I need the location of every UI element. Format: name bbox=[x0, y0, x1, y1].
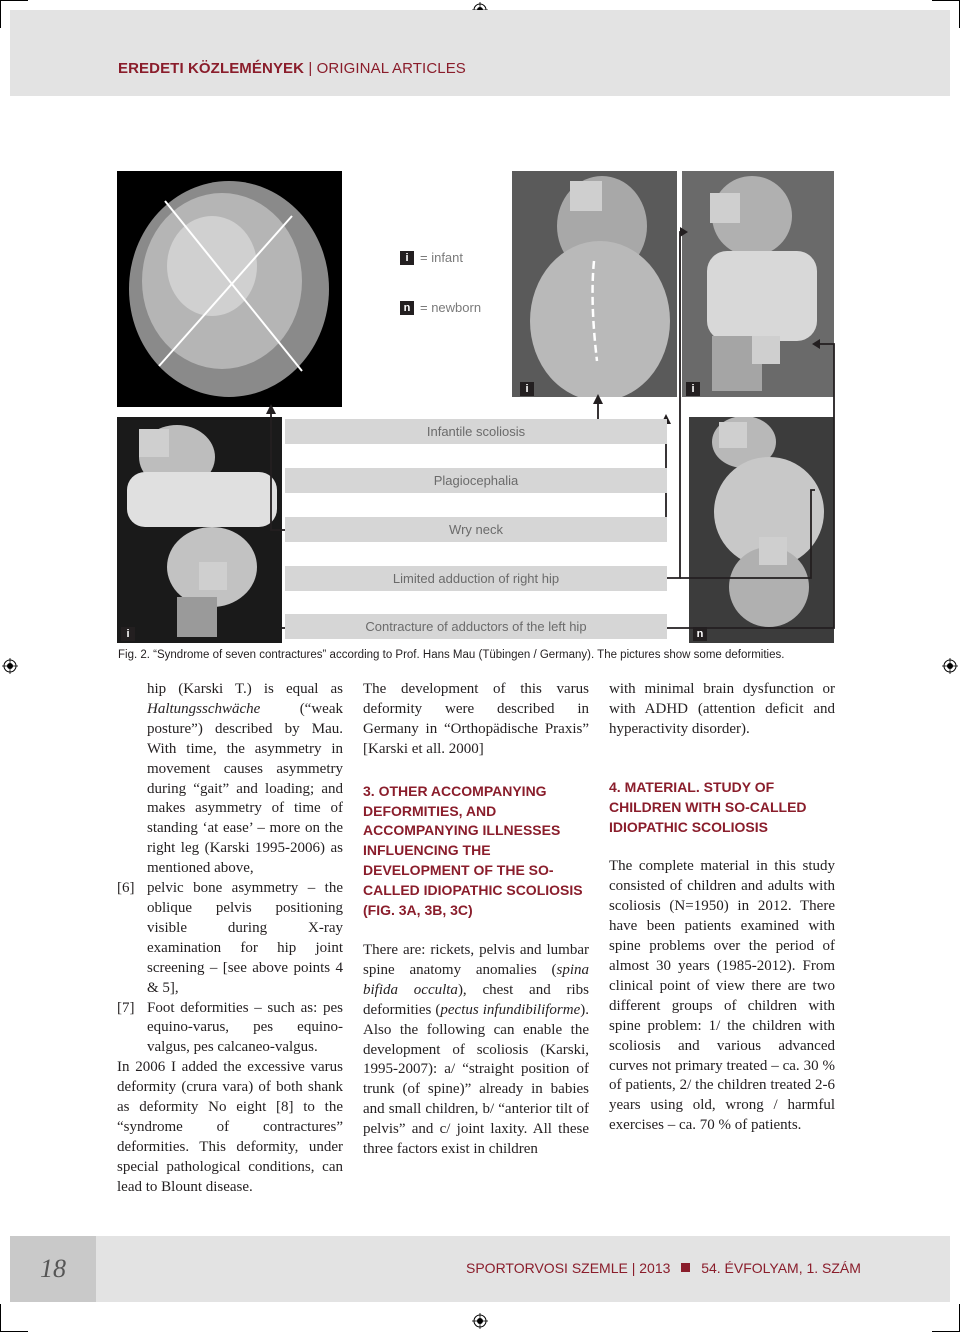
section-heading: 4. MATERIAL. STUDY OF CHILDREN WITH SO-CALLED IDIOPATHIC SCOLIOSIS bbox=[609, 778, 807, 835]
label-limited-adduction: Limited adduction of right hip bbox=[285, 566, 667, 591]
infant-badge: i bbox=[400, 251, 414, 265]
label-infantile-scoliosis: Infantile scoliosis bbox=[285, 419, 667, 444]
italic-term: spina bifida occulta bbox=[363, 961, 589, 998]
registration-mark-icon bbox=[472, 1313, 488, 1329]
footer-separator: | bbox=[631, 1260, 636, 1276]
photo-badge: i bbox=[121, 627, 135, 641]
italic-term: Haltungsschwäche bbox=[147, 700, 261, 717]
section-heading: 3. OTHER ACCOMPANYING DEFORMITIES, AND ACCOMPANYING ILLNESSES INFLUENCING THE DEVELOPMENT OF THE SO-CALLED IDIOPATHIC SCOLIOSIS (FIG. 3A, 3B, 3C) bbox=[363, 782, 583, 919]
paragraph bbox=[147, 680, 343, 879]
journal-volume: 54. ÉVFOLYAM, 1. SZÁM bbox=[701, 1260, 861, 1276]
label-wry-neck: Wry neck bbox=[285, 517, 667, 542]
figure-connector-lines bbox=[0, 0, 960, 660]
text-span: There are: rickets, pelvis and lumbar spine anatomy anomalies ( bbox=[363, 941, 589, 978]
newborn-badge: n bbox=[400, 301, 414, 315]
item-number: [7] bbox=[117, 999, 135, 1016]
text-column-1 bbox=[117, 680, 343, 1198]
crop-mark bbox=[0, 1304, 1, 1332]
journal-year: 2013 bbox=[639, 1260, 671, 1276]
paragraph: The development of this varus deformity were described in Germany in “Orthopädische Praxis” [Karski et all. 2000] bbox=[363, 681, 589, 757]
journal-footer bbox=[466, 1260, 861, 1276]
square-bullet-icon bbox=[681, 1263, 690, 1272]
label-plagiocephalia: Plagiocephalia bbox=[285, 468, 667, 493]
legend-newborn-text: = newborn bbox=[420, 300, 482, 315]
registration-mark-icon bbox=[2, 658, 18, 674]
paragraph: with minimal brain dysfunction or with ADHD (attention deficit and hyperactivity disorder). bbox=[609, 681, 835, 737]
journal-name: SPORTORVOSI SZEMLE bbox=[466, 1260, 628, 1276]
page-number: 18 bbox=[10, 1236, 96, 1302]
section-title-english: ORIGINAL ARTICLES bbox=[316, 60, 466, 77]
section-title-hungarian: EREDETI KÖZLEMÉNYEK bbox=[118, 60, 305, 77]
item-text: pelvic bone asymmetry – the oblique pelvis positioning visible during X-ray examination for hip joint screening – [see above points 4 & 5], bbox=[147, 880, 343, 996]
header-separator: | bbox=[308, 60, 313, 77]
registration-mark-icon bbox=[942, 658, 958, 674]
label-contracture-adductors: Contracture of adductors of the left hip bbox=[285, 614, 667, 639]
legend-infant-text: = infant bbox=[420, 250, 464, 265]
paragraph: In 2006 I added the excessive varus deformity (crura vara) of both shank as deformity No eight [8] to the “syndrome of contractures” deformities. This deformity, under special pathological conditions, can lead to Blount disease. bbox=[117, 1059, 343, 1195]
list-item bbox=[117, 999, 343, 1059]
figure-caption: Fig. 2. “Syndrome of seven contractures” according to Prof. Hans Mau (Tübingen / Germany). The pictures show some deformities. bbox=[118, 649, 785, 661]
item-text: Foot deformities – such as: pes equino-varus, pes equino-valgus, pes calcaneo-valgus. bbox=[147, 999, 343, 1056]
text-column-3 bbox=[609, 680, 835, 1136]
photo-badge: i bbox=[520, 382, 534, 396]
text-span: (“weak posture”) described by Mau. With time, the asymmetry in movement causes asymmetry during “gait” and loading; and makes asymmetry of time of standing ‘at ease’ – more on the right leg (Karski 1995-2006) as mentioned above, bbox=[147, 700, 343, 877]
text-column-2 bbox=[363, 680, 589, 1160]
paragraph bbox=[363, 941, 589, 1160]
photo-badge: n bbox=[693, 627, 707, 641]
paragraph: The complete material in this study consisted of children and adults with scoliosis (N=1950) in 2012. There have been patients examined with spine problems over the period of almost 30 years (1985-2012). From clinical point of view there are two different groups of children with spine problem: 1/ the children with scoliosis and various advanced curves not primary treated – ca. 30 % of patients, 2/ the children treated 2-6 years using old, wrong / harmful exercises – ca. 70 % of patients. bbox=[609, 858, 835, 1134]
text-span: hip (Karski T.) is equal as bbox=[147, 681, 343, 697]
photo-badge: i bbox=[686, 382, 700, 396]
text-span: ). Also the following can enable the development of scoliosis (Karski, 1995-2007): a/ “straight position of trunk (of spine)” already in babies and small children, b/ “anterior tilt of pelvis” and c/ joint laxity. All these three factors exist in children bbox=[363, 1001, 589, 1158]
italic-term: pectus infundibiliforme bbox=[440, 1001, 581, 1018]
text-span: ), chest and ribs deformities ( bbox=[363, 981, 589, 1018]
list-item bbox=[117, 879, 343, 998]
item-number: [6] bbox=[117, 880, 135, 897]
